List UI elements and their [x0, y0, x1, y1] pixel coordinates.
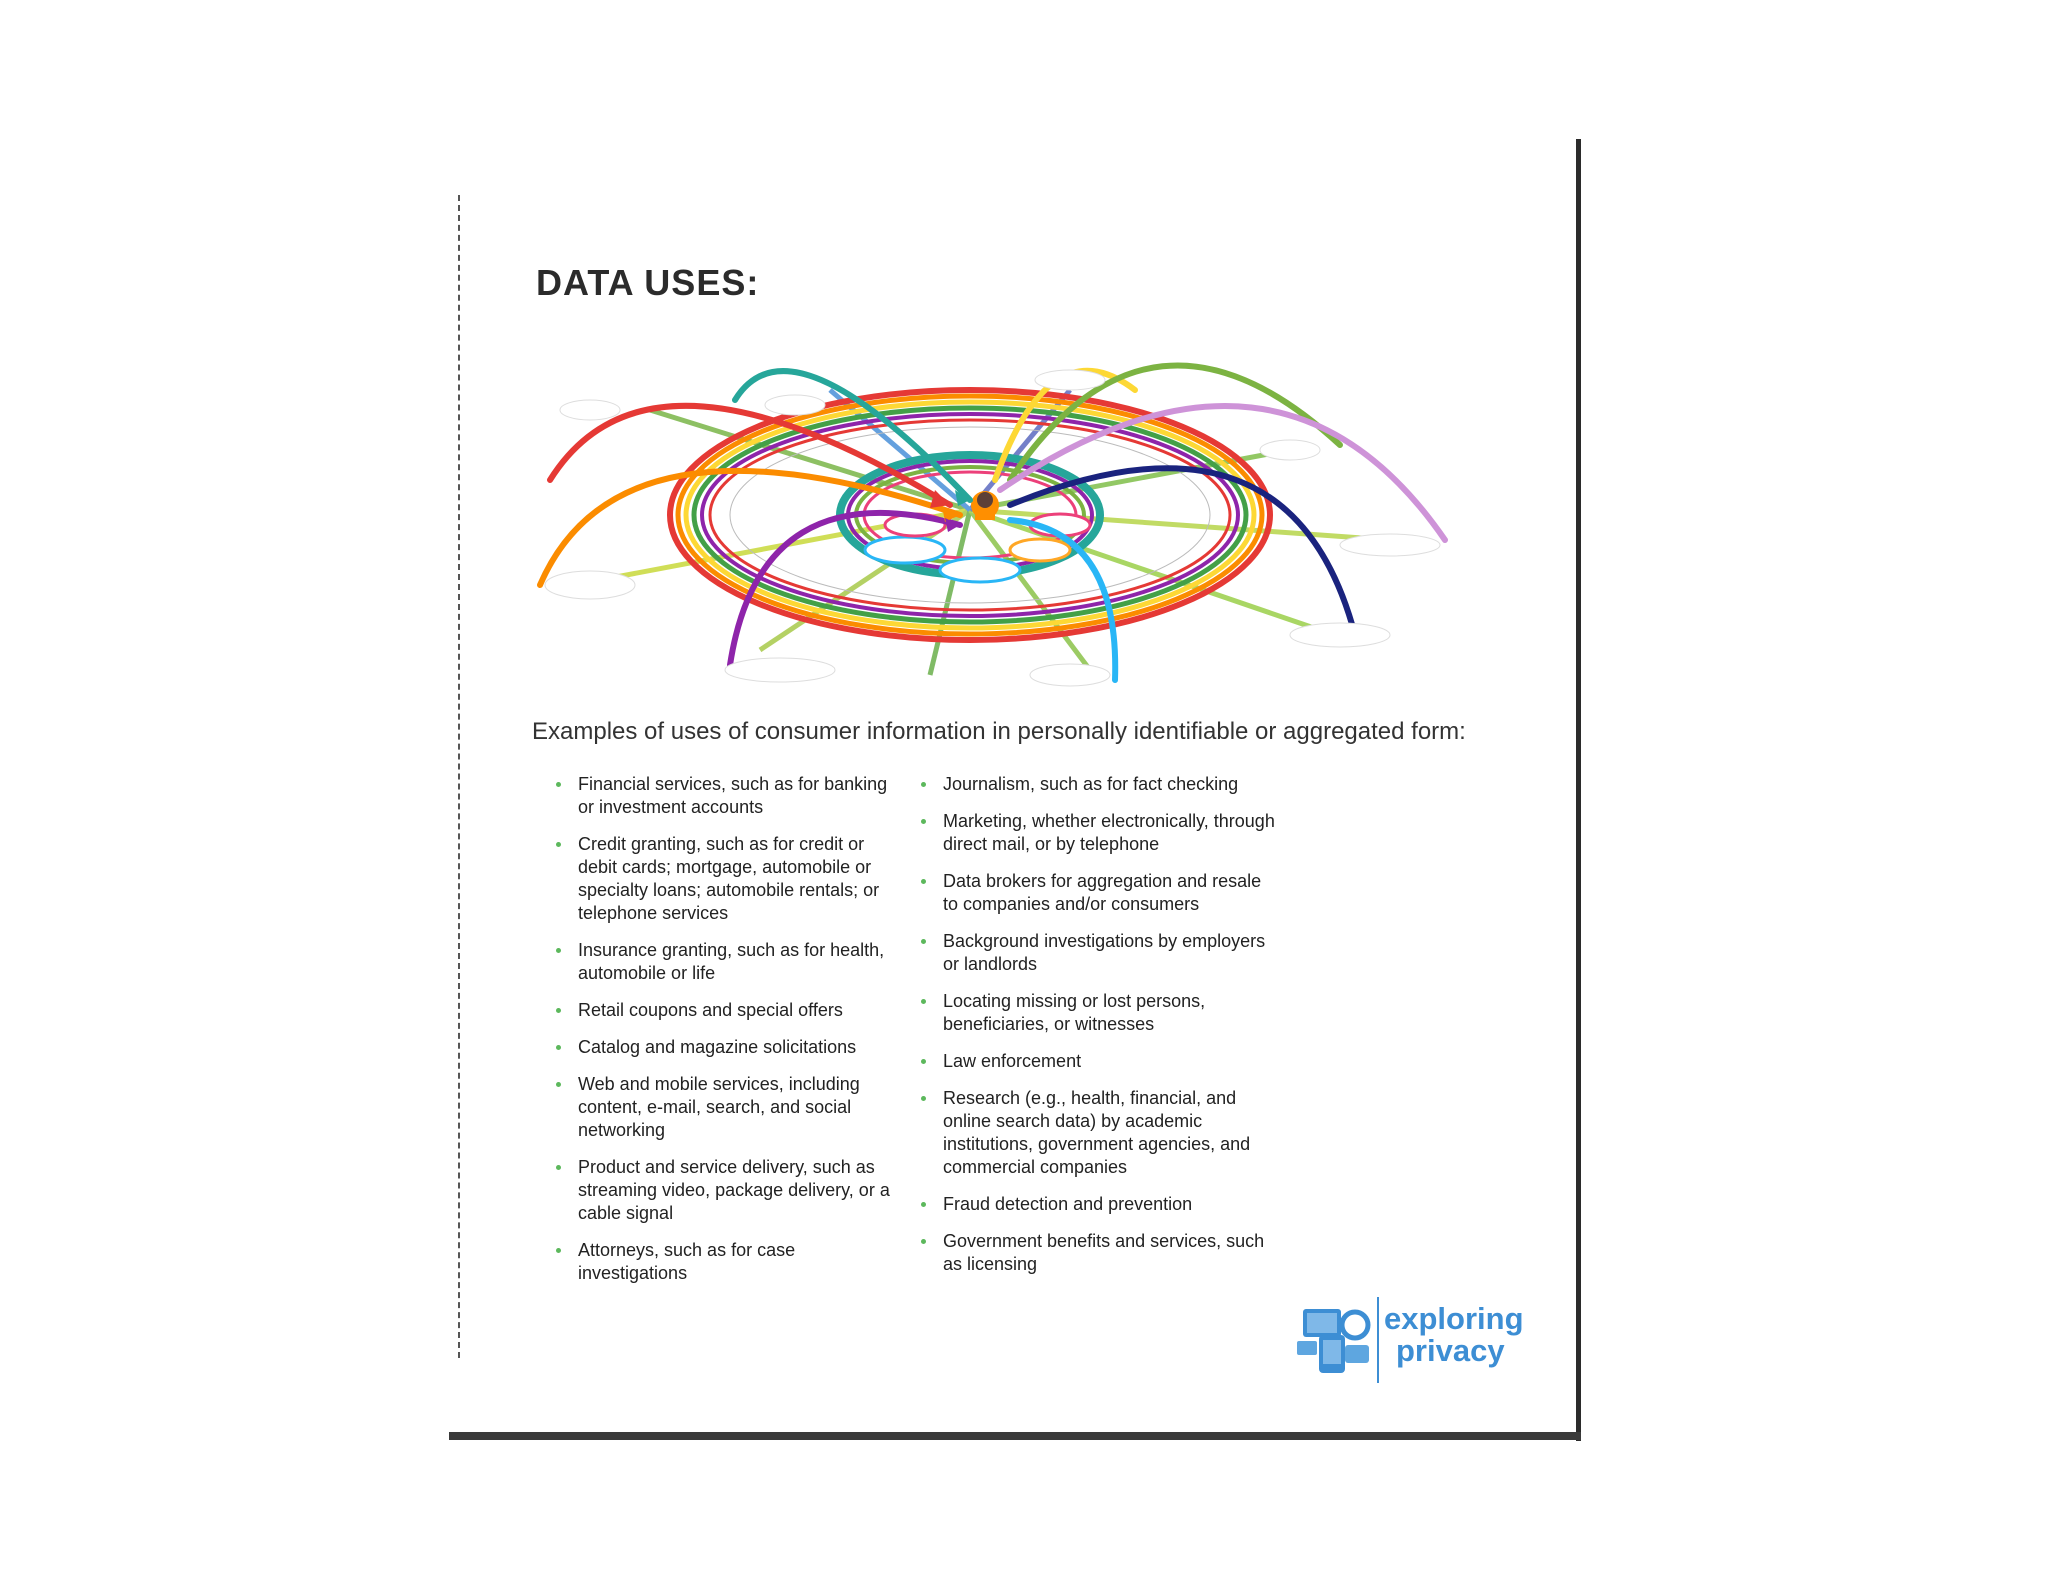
logo-wordmark [1384, 1303, 1524, 1367]
list-item: Research (e.g., health, financial, and online search data) by academic institutions, government agencies, and commercial companies [921, 1087, 1281, 1179]
list-item: Web and mobile services, including content, e-mail, search, and social networking [556, 1073, 896, 1142]
list-item: Marketing, whether electronically, through direct mail, or by telephone [921, 810, 1281, 856]
list-item: Law enforcement [921, 1050, 1281, 1073]
page-title: DATA USES: [536, 262, 760, 303]
list-item: Attorneys, such as for case investigations [556, 1239, 896, 1285]
list-item: Insurance granting, such as for health, automobile or life [556, 939, 896, 985]
list-item: Journalism, such as for fact checking [921, 773, 1281, 796]
exploring-privacy-logo [1297, 1295, 1537, 1385]
list-item: Data brokers for aggregation and resale to companies and/or consumers [921, 870, 1281, 916]
list-item: Background investigations by employers or landlords [921, 930, 1281, 976]
list-item: Retail coupons and special offers [556, 999, 896, 1022]
cut-guide-line [458, 195, 460, 1358]
page-right-edge [1576, 139, 1581, 1441]
list-item: Locating missing or lost persons, beneficiaries, or witnesses [921, 990, 1281, 1036]
inner-bubbles [865, 514, 1090, 582]
logo-divider [1377, 1297, 1379, 1383]
list-item: Government benefits and services, such as licensing [921, 1230, 1281, 1276]
uses-list-right [921, 773, 1281, 1276]
list-item: Product and service delivery, such as streaming video, package delivery, or a cable signal [556, 1156, 896, 1225]
uses-list-left [556, 773, 896, 1285]
logo-line-2: privacy [1396, 1333, 1505, 1368]
list-item: Catalog and magazine solicitations [556, 1036, 896, 1059]
intro-text: Examples of uses of consumer information in personally identifiable or aggregated form: [532, 718, 1466, 745]
list-item: Credit granting, such as for credit or debit cards; mortgage, automobile or specialty loans; automobile rentals; or telephone services [556, 833, 896, 925]
logo-line-1: exploring [1384, 1301, 1524, 1336]
list-item: Financial services, such as for banking or investment accounts [556, 773, 896, 819]
data-flow-diagram [530, 330, 1450, 690]
person-icon [971, 491, 999, 520]
page-bottom-edge [449, 1432, 1581, 1440]
devices-icon [1297, 1295, 1375, 1381]
list-item: Fraud detection and prevention [921, 1193, 1281, 1216]
